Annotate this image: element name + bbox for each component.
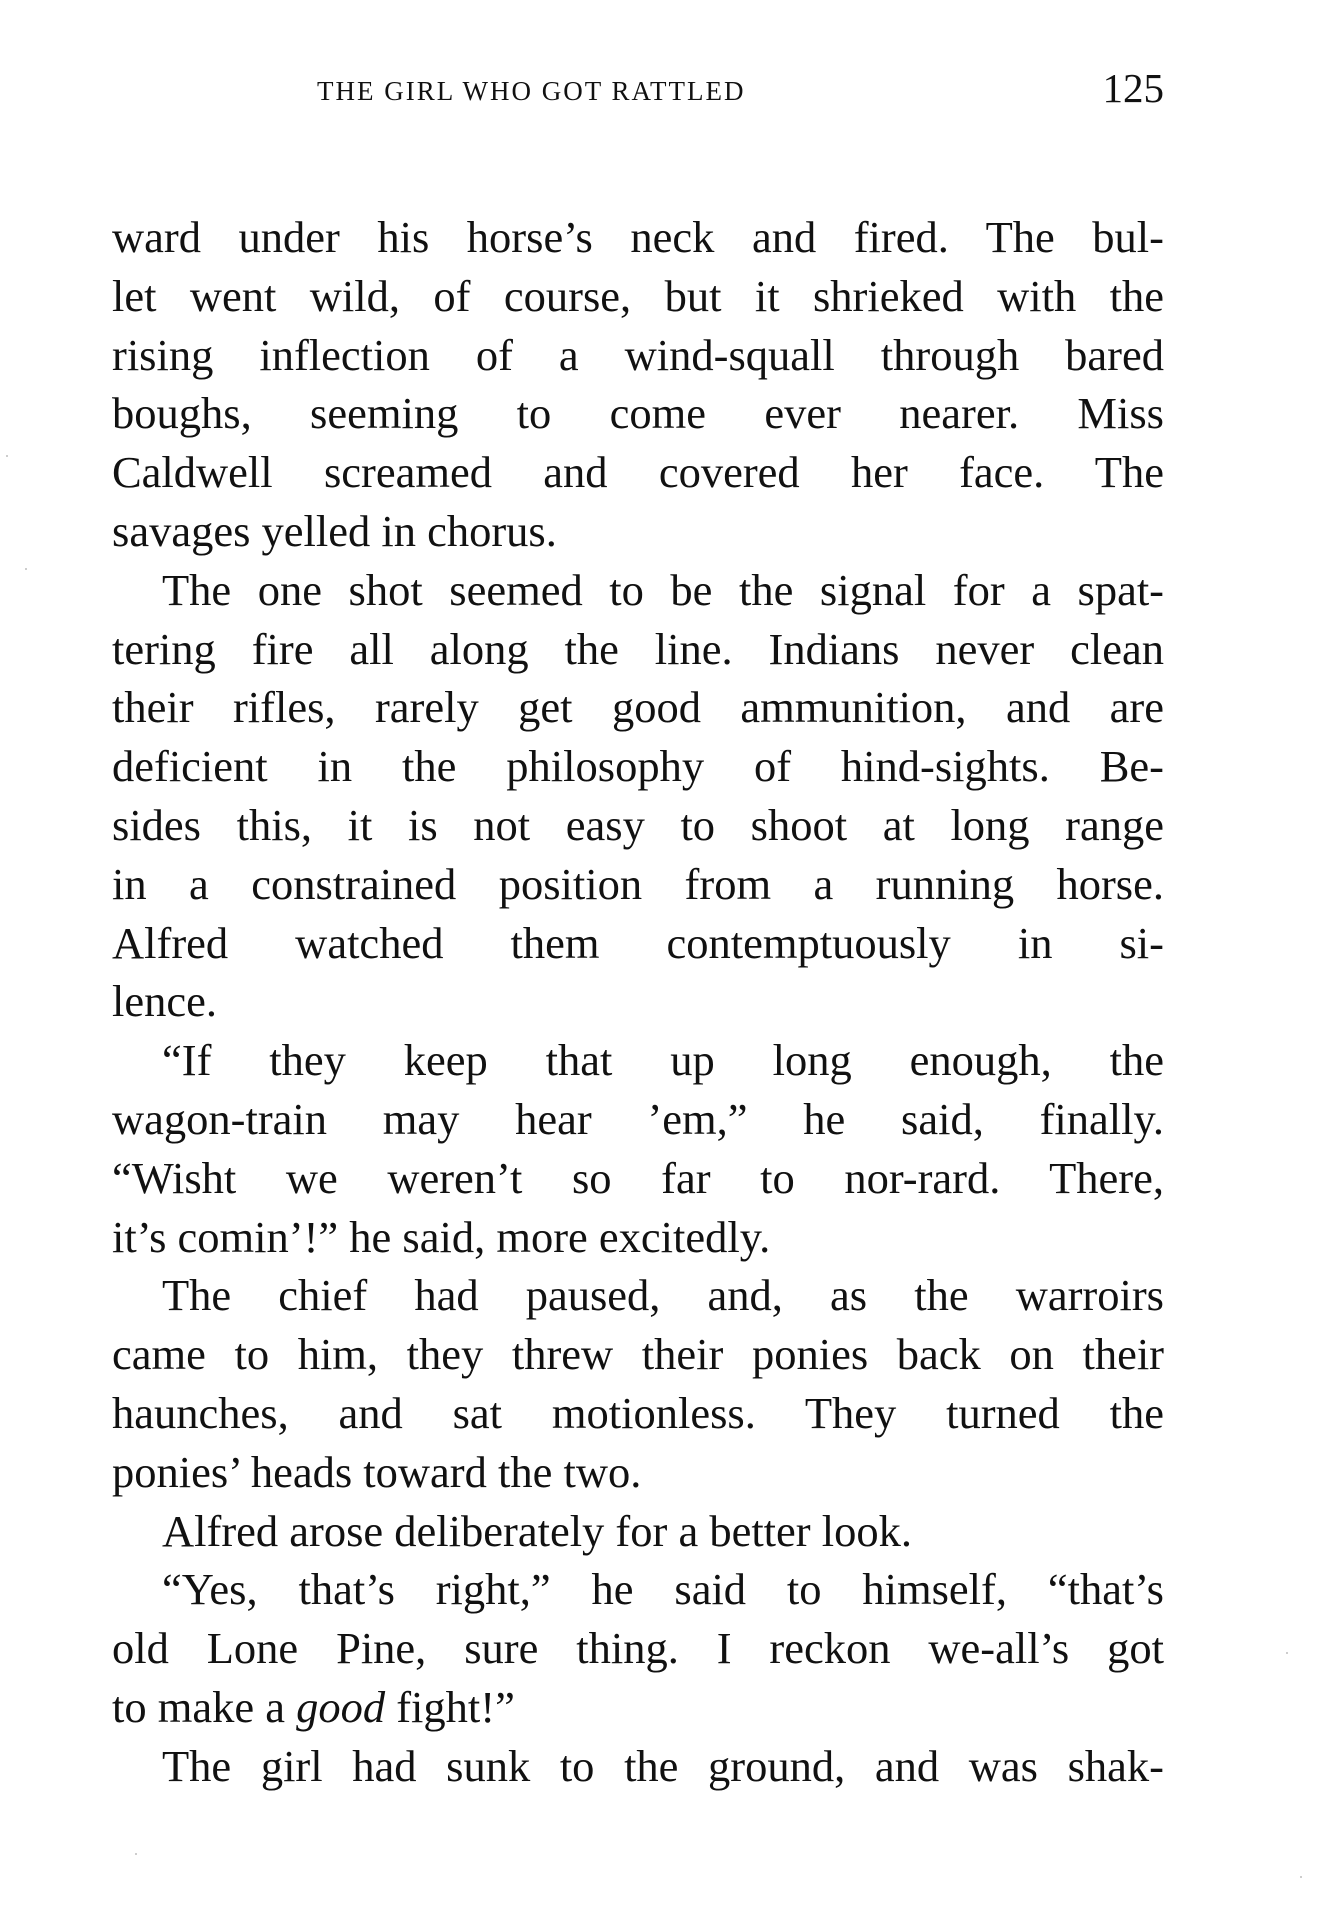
text-segment: to make a bbox=[112, 1681, 297, 1732]
text-line: “Yes, that’s right,” he said to himself, “that’s bbox=[162, 1564, 1164, 1615]
text-segment: fight!” bbox=[385, 1681, 515, 1732]
scan-speck bbox=[1300, 1876, 1302, 1878]
text-line: The girl had sunk to the ground, and was shak- bbox=[162, 1740, 1164, 1791]
text-line: let went wild, of course, but it shrieked with the bbox=[112, 270, 1164, 321]
text-line: came to him, they threw their ponies back on their bbox=[112, 1329, 1164, 1380]
text-line: Alfred watched them contemptuously in si- bbox=[112, 917, 1164, 968]
text-line: The chief had paused, and, as the warroirs bbox=[162, 1270, 1164, 1321]
text-line: ponies’ heads toward the two. bbox=[112, 1446, 642, 1497]
text-line: Caldwell screamed and covered her face. The bbox=[112, 447, 1164, 498]
page-number: 125 bbox=[1102, 65, 1164, 111]
scan-speck bbox=[1286, 1652, 1288, 1654]
text-line: old Lone Pine, sure thing. I reckon we-all’s got bbox=[112, 1623, 1164, 1674]
scan-speck bbox=[135, 1853, 137, 1855]
text-line: The one shot seemed to be the signal for a spat- bbox=[162, 564, 1164, 615]
text-line: ward under his horse’s neck and fired. The bul- bbox=[112, 212, 1164, 262]
text-line: Alfred arose deliberately for a better look. bbox=[162, 1505, 912, 1556]
text-line: lence. bbox=[112, 976, 217, 1027]
text-line: haunches, and sat motionless. They turned the bbox=[112, 1387, 1164, 1438]
body-text bbox=[112, 208, 1164, 1796]
text-line: wagon-train may hear ’em,” he said, finally. bbox=[112, 1093, 1164, 1144]
text-line: rising inflection of a wind-squall through bared bbox=[112, 329, 1164, 380]
text-line: sides this, it is not easy to shoot at long range bbox=[112, 799, 1164, 850]
running-title: THE GIRL WHO GOT RATTLED bbox=[317, 76, 746, 106]
emphasized-word: good bbox=[296, 1681, 386, 1732]
scan-speck bbox=[6, 455, 8, 457]
text-line: tering fire all along the line. Indians never clean bbox=[112, 623, 1164, 674]
text-line: boughs, seeming to come ever nearer. Miss bbox=[112, 388, 1164, 439]
running-head bbox=[112, 60, 1164, 124]
text-line: in a constrained position from a running horse. bbox=[112, 858, 1164, 909]
text-line: their rifles, rarely get good ammunition, and are bbox=[112, 682, 1164, 733]
text-line: “Wisht we weren’t so far to nor-rard. There, bbox=[112, 1152, 1164, 1203]
text-line bbox=[112, 1678, 1164, 1737]
text-line: savages yelled in chorus. bbox=[112, 505, 557, 556]
text-line: it’s comin’!” he said, more excitedly. bbox=[112, 1211, 771, 1262]
book-page bbox=[112, 60, 1164, 1796]
text-line: “If they keep that up long enough, the bbox=[162, 1035, 1164, 1086]
scan-speck bbox=[25, 568, 27, 570]
text-line: deficient in the philosophy of hind-sights. Be- bbox=[112, 741, 1164, 792]
